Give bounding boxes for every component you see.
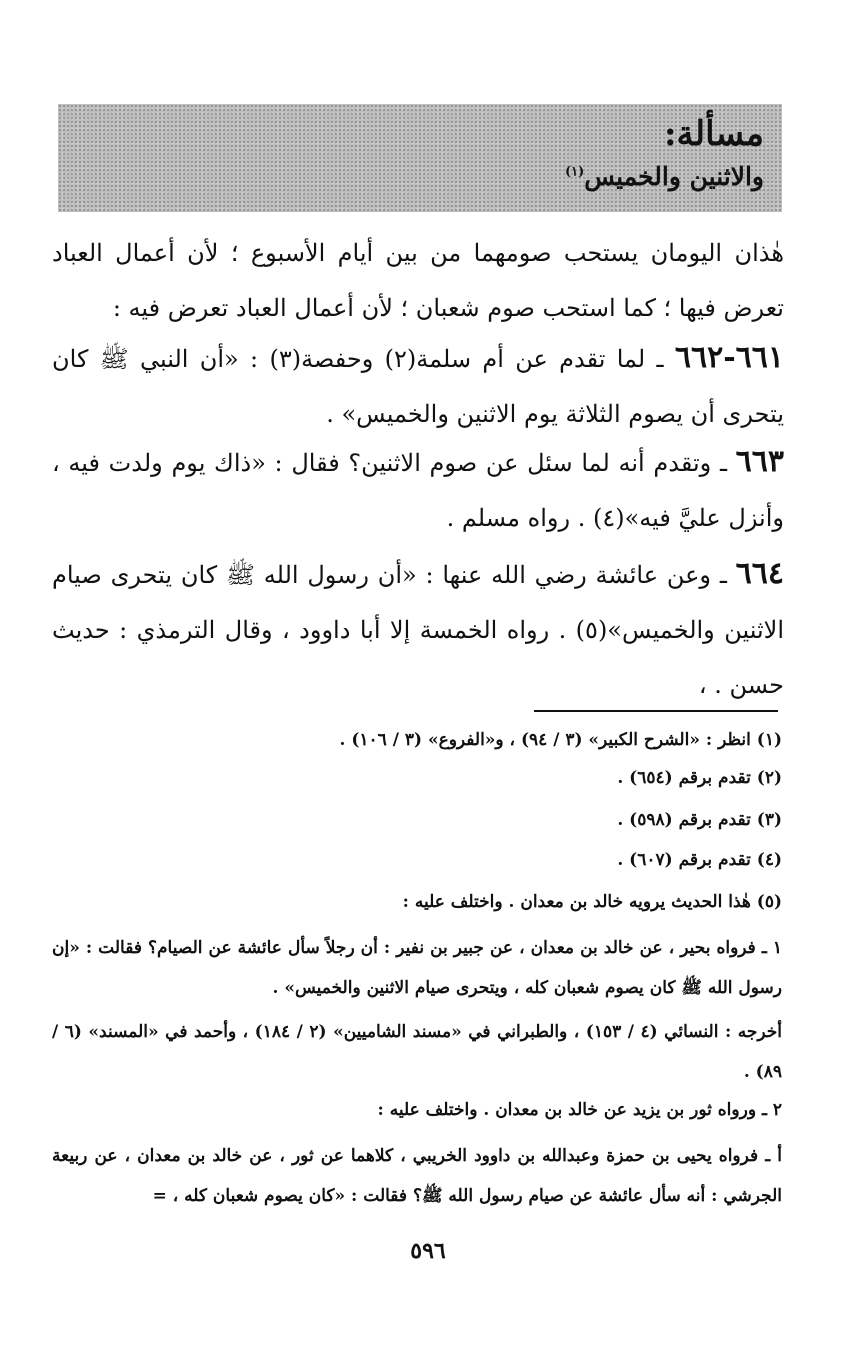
section-subtitle: [565, 162, 764, 191]
hadith-number: ٦٦٣: [735, 444, 784, 479]
section-banner: [58, 104, 782, 212]
footnote: (٥) هٰذا الحديث يرويه خالد بن معدان . واختلف عليه :: [402, 892, 782, 912]
hadith-paragraph: [52, 330, 784, 442]
footnote: أ ـ فرواه يحيى بن حمزة وعبدالله بن داوود الخريبي ، كلاهما عن ثور ، عن خالد بن معدان ، عن ربيعة الجرشي : أنه سأل عائشة عن صيام رسول الله ﷺ؟ فقالت : «كان يصوم شعبان كله ، =: [52, 1146, 782, 1206]
footnote: ٢ ـ ورواه ثور بن يزيد عن خالد بن معدان . واختلف عليه :: [377, 1100, 782, 1120]
footnote-divider: [534, 710, 778, 712]
page-number: ٥٩٦: [410, 1238, 446, 1264]
hadith-paragraph: [52, 546, 784, 713]
footnote: (١) انظر : «الشرح الكبير» (٣ / ٩٤) ، و«الفروع» (٣ / ١٠٦) .: [339, 730, 782, 750]
paragraph-text: ـ وتقدم أنه لما سئل عن صوم الاثنين؟ فقال : «ذاك يوم ولدت فيه ، وأنزل عليَّ فيه»(٤) . رواه مسلم .: [52, 449, 784, 532]
hadith-paragraph: [52, 434, 784, 546]
subtitle-text: والاثنين والخميس: [584, 162, 764, 191]
paragraph-text: ـ لما تقدم عن أم سلمة(٢) وحفصة(٣) : «أن النبي ﷺ كان يتحرى أن يصوم الثلاثة يوم الاثنين والخميس» .: [52, 345, 784, 428]
footnote: (٣) تقدم برقم (٥٩٨) .: [617, 810, 782, 830]
paragraph-text: ـ وعن عائشة رضي الله عنها : «أن رسول الله ﷺ كان يتحرى صيام الاثنين والخميس»(٥) . رواه الخمسة إلا أبا داوود ، وقال الترمذي : حديث حسن . ،: [52, 561, 784, 699]
footnote: ١ ـ فرواه بحير ، عن خالد بن معدان ، عن جبير بن نفير : أن رجلاً سأل عائشة عن الصيام؟ فقالت : «إن رسول الله ﷺ كان يصوم شعبان كله ، ويتحرى صيام الاثنين والخميس» .: [52, 938, 782, 998]
paragraph-text: هٰذان اليومان يستحب صومهما من بين أيام الأسبوع ؛ لأن أعمال العباد تعرض فيها ؛ كما استحب صوم شعبان ؛ لأن أعمال العباد تعرض فيه :: [52, 239, 784, 322]
hadith-number: ٦٦١-٦٦٢: [674, 340, 784, 375]
hadith-number: ٦٦٤: [735, 556, 784, 591]
section-title: مسألة:: [663, 114, 764, 154]
footnote: (٢) تقدم برقم (٦٥٤) .: [617, 768, 782, 788]
footnote: (٤) تقدم برقم (٦٠٧) .: [617, 850, 782, 870]
footnote: أخرجه : النسائي (٤ / ١٥٣) ، والطبراني في «مسند الشاميين» (٢ / ١٨٤) ، وأحمد في «المسند» (٦ / ٨٩) .: [52, 1022, 783, 1082]
subtitle-footnote-ref: (١): [565, 164, 585, 180]
intro-paragraph: [52, 226, 784, 336]
